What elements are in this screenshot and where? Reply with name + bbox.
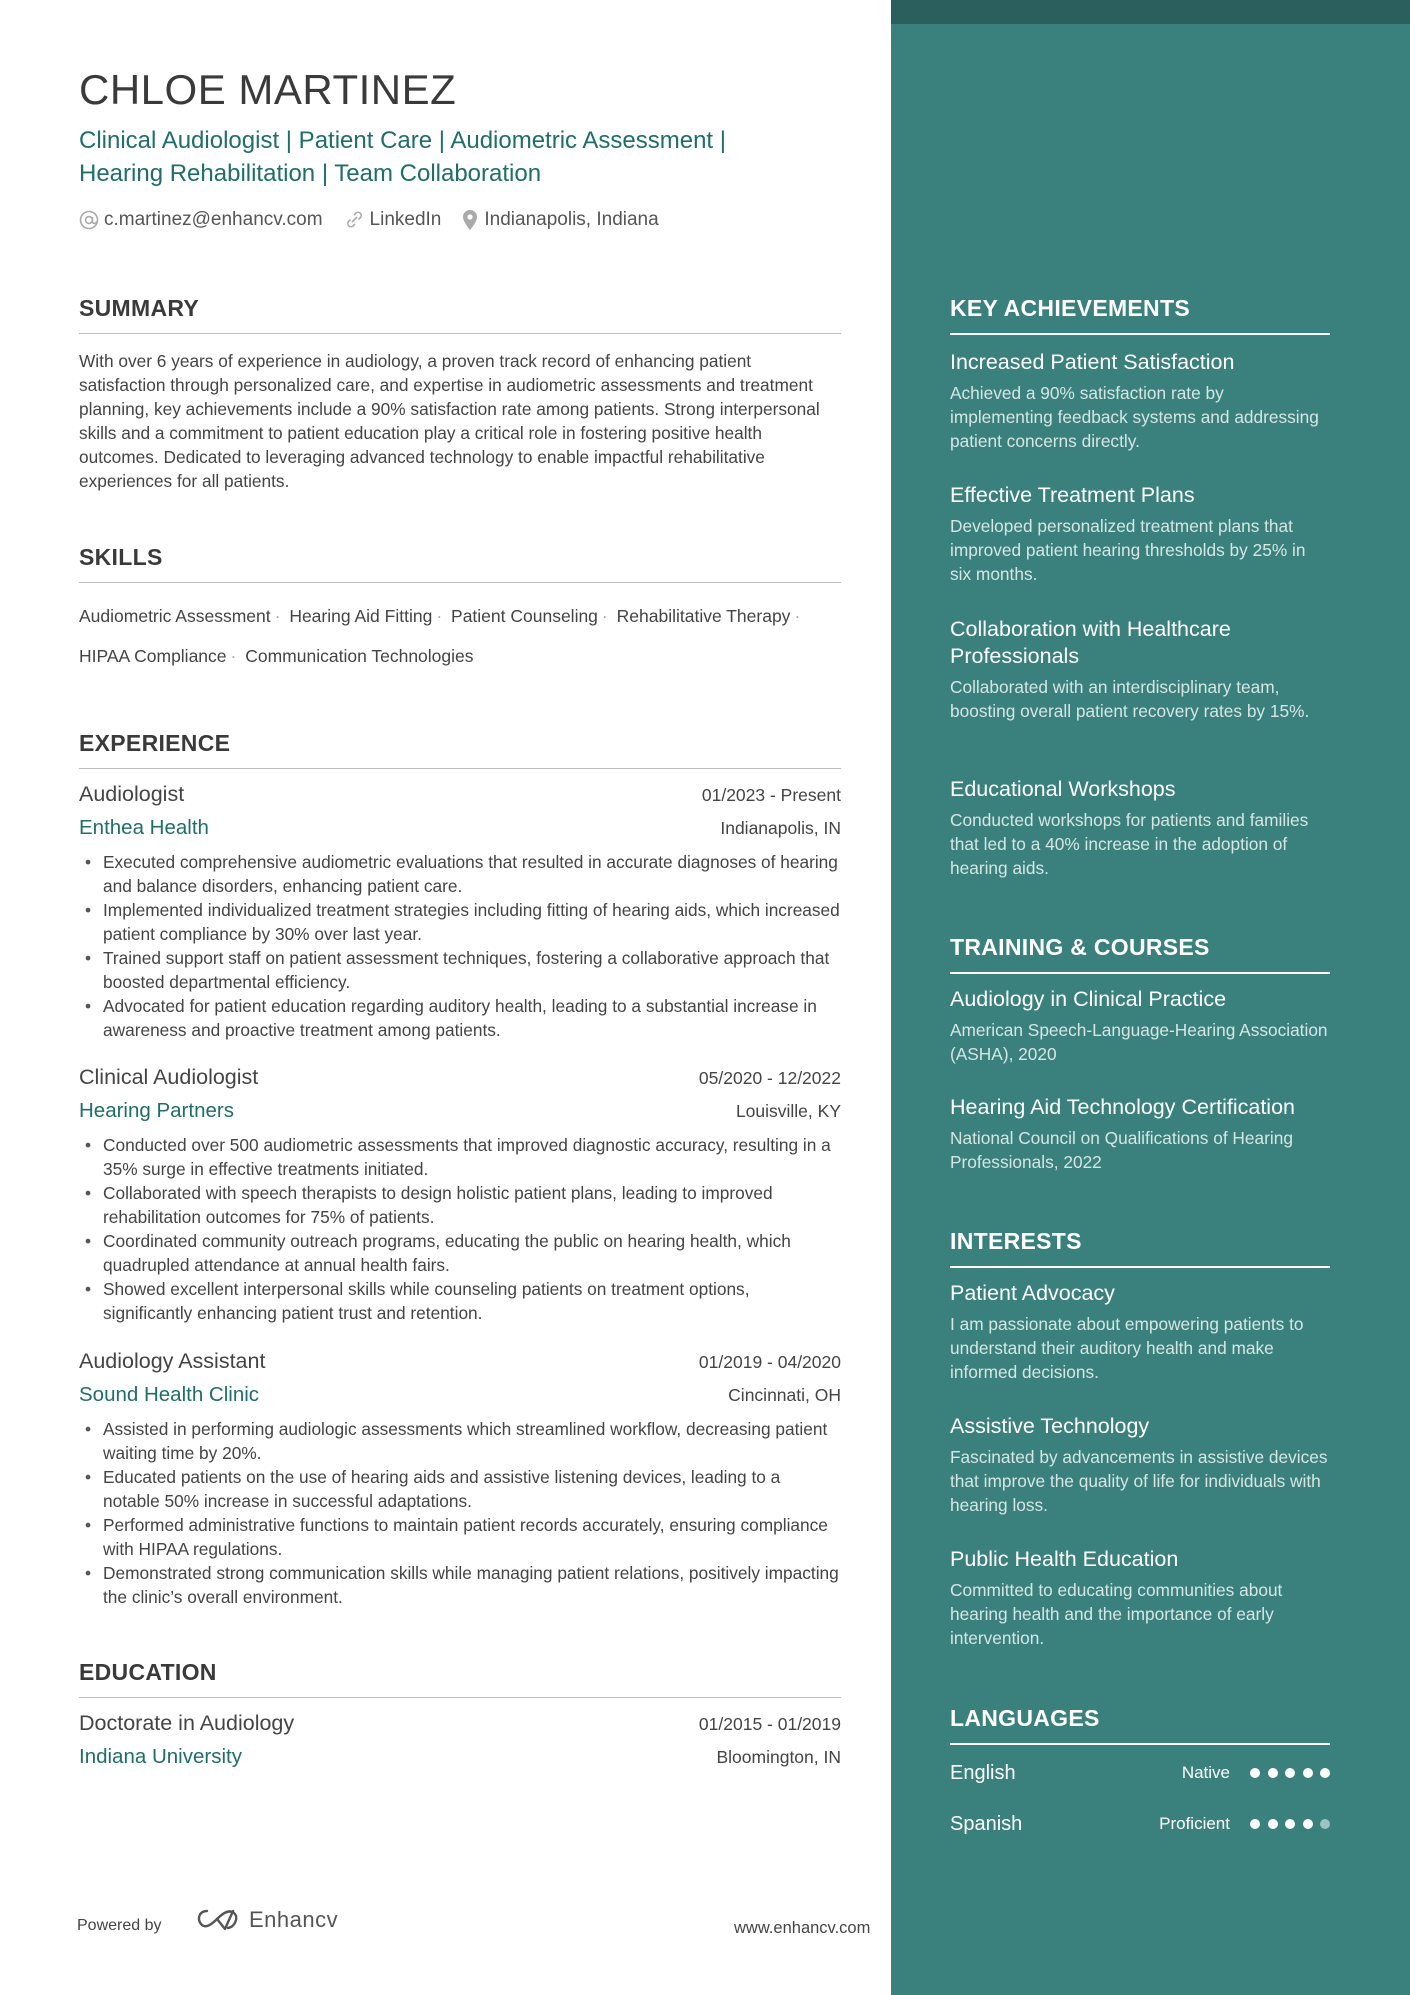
rating-dot	[1250, 1768, 1260, 1778]
skill-item: Hearing Aid Fitting	[289, 606, 433, 626]
education-location: Bloomington, IN	[716, 1747, 841, 1767]
skills-heading: SKILLS	[79, 544, 841, 583]
job-date: 05/2020 - 12/2022	[698, 1068, 841, 1088]
skill-separator: ·	[794, 606, 801, 626]
job-title: Clinical Audiologist	[79, 1065, 259, 1089]
job-company: Sound Health Clinic	[79, 1383, 260, 1406]
achievement-title: Effective Treatment Plans	[950, 483, 1195, 507]
job-date: 01/2019 - 04/2020	[698, 1352, 841, 1372]
headline-line-1: Clinical Audiologist | Patient Care | Audiometric Assessment |	[79, 127, 727, 154]
course-description: National Council on Qualifications of Hearing Professionals, 2022	[950, 1128, 1293, 1172]
job-company: Hearing Partners	[79, 1099, 234, 1122]
job-bullet: • Assisted in performing audiologic assessments which streamlined workflow, decreasing patient waiting time by 20%.	[79, 1417, 841, 1465]
experience-heading: EXPERIENCE	[79, 730, 841, 769]
email-contact[interactable]	[79, 209, 323, 231]
job-bullets	[79, 1133, 841, 1325]
location-contact	[461, 209, 658, 231]
headline	[79, 124, 819, 190]
achievement	[950, 776, 1330, 880]
job-bullet: • Educated patients on the use of hearing aids and assistive listening devices, leading to a notable 50% increase in successful adaptations.	[79, 1465, 841, 1513]
achievement-title: Educational Workshops	[950, 777, 1176, 801]
job-bullet: • Implemented individualized treatment strategies including fitting of hearing aids, which increased patient compliance by 30% over last year.	[79, 898, 841, 946]
enhancv-logo-icon	[195, 1907, 239, 1933]
interest	[950, 1546, 1330, 1650]
achievement-description: Developed personalized treatment plans that improved patient hearing thresholds by 25% in six months.	[950, 516, 1306, 584]
job-entry	[79, 1065, 841, 1325]
job-company: Enthea Health	[79, 816, 209, 839]
job-location: Indianapolis, IN	[720, 818, 841, 838]
job-entry	[79, 1349, 841, 1609]
skill-item: Rehabilitative Therapy	[616, 606, 791, 626]
skills-list	[79, 596, 844, 676]
rating-dot	[1320, 1819, 1330, 1829]
skill-separator: ·	[274, 606, 281, 626]
website-link[interactable]: www.enhancv.com	[734, 1919, 871, 1937]
rating-dot	[1285, 1768, 1295, 1778]
skill-separator: ·	[230, 646, 237, 666]
achievement-description: Conducted workshops for patients and families that led to a 40% increase in the adoption of hearing aids.	[950, 810, 1309, 878]
email-text: c.martinez@enhancv.com	[104, 209, 323, 230]
achievement-title: Collaboration with Healthcare Professionals	[950, 617, 1231, 668]
course-description: American Speech-Language-Hearing Association (ASHA), 2020	[950, 1020, 1328, 1064]
rating-dot	[1268, 1819, 1278, 1829]
language-rating	[1250, 1768, 1330, 1778]
job-date: 01/2023 - Present	[701, 785, 841, 805]
achievement-description: Achieved a 90% satisfaction rate by implementing feedback systems and addressing patient concerns directly.	[950, 383, 1319, 451]
job-entry	[79, 782, 841, 1042]
candidate-name: CHLOE MARTINEZ	[79, 66, 457, 113]
job-title: Audiologist	[79, 782, 185, 806]
skill-separator: ·	[601, 606, 608, 626]
rating-dot	[1285, 1819, 1295, 1829]
enhancv-brand: Enhancv	[249, 1907, 339, 1932]
achievement-title: Increased Patient Satisfaction	[950, 350, 1235, 374]
job-location: Louisville, KY	[735, 1101, 841, 1121]
interests-heading: INTERESTS	[950, 1228, 1330, 1268]
language-row	[950, 1809, 1330, 1839]
job-location: Cincinnati, OH	[728, 1385, 841, 1405]
school: Indiana University	[79, 1745, 242, 1768]
linkedin-text: LinkedIn	[369, 209, 442, 230]
education-date: 01/2015 - 01/2019	[698, 1714, 841, 1734]
training-heading: TRAINING & COURSES	[950, 934, 1330, 974]
job-bullet: • Showed excellent interpersonal skills while counseling patients on treatment options, significantly enhancing patient trust and retention.	[79, 1277, 841, 1325]
job-bullet: • Conducted over 500 audiometric assessments that improved diagnostic accuracy, resulting in a 35% surge in effective treatments initiated.	[79, 1133, 841, 1181]
interest-title: Patient Advocacy	[950, 1281, 1115, 1305]
degree: Doctorate in Audiology	[79, 1711, 295, 1735]
education-entry	[79, 1711, 841, 1778]
job-bullet: • Coordinated community outreach programs, educating the public on hearing health, which quadrupled attendance at annual health fairs.	[79, 1229, 841, 1277]
interest-description: Fascinated by advancements in assistive devices that improve the quality of life for individuals with hearing loss.	[950, 1447, 1328, 1515]
job-bullets	[79, 850, 841, 1042]
summary-heading: SUMMARY	[79, 295, 841, 334]
job-title: Audiology Assistant	[79, 1349, 266, 1373]
course	[950, 1094, 1330, 1174]
rating-dot	[1268, 1768, 1278, 1778]
job-bullet: • Demonstrated strong communication skills while managing patient relations, positively impacting the clinic’s overall environment.	[79, 1561, 841, 1609]
interest	[950, 1280, 1330, 1384]
map-pin-icon	[461, 209, 479, 231]
achievement	[950, 482, 1330, 586]
summary-text: With over 6 years of experience in audiology, a proven track record of enhancing patient satisfaction through personalized care, and expertise in audiometric assessments and treatment planning, key achievements include a 90% satisfaction rate among patients. Strong interpersonal skills and a commitment to patient education play a critical role in fostering positive health outcomes. Dedicated to leveraging advanced technology to enable impactful rehabilitative experiences for all patients.	[79, 351, 820, 491]
job-bullet: • Advocated for patient education regarding auditory health, leading to a substantial increase in awareness and proactive treatment among patients.	[79, 994, 841, 1042]
achievement	[950, 616, 1330, 723]
sidebar-top-bar	[891, 0, 1410, 24]
languages-heading: LANGUAGES	[950, 1705, 1330, 1745]
linkedin-contact[interactable]	[343, 209, 442, 231]
language-level: Native	[1181, 1763, 1230, 1782]
link-icon	[343, 210, 365, 230]
job-bullet: • Performed administrative functions to maintain patient records accurately, ensuring compliance with HIPAA regulations.	[79, 1513, 841, 1561]
interest	[950, 1413, 1330, 1517]
rating-dot	[1320, 1768, 1330, 1778]
powered-by-label: Powered by	[77, 1917, 162, 1934]
headline-line-2: Hearing Rehabilitation | Team Collaboration	[79, 160, 542, 187]
language-name: English	[950, 1761, 1016, 1784]
rating-dot	[1303, 1768, 1313, 1778]
skill-separator: ·	[436, 606, 443, 626]
language-rating	[1250, 1819, 1330, 1829]
education-heading: EDUCATION	[79, 1659, 841, 1698]
at-icon	[79, 210, 99, 230]
interest-description: I am passionate about empowering patients to understand their auditory health and make informed decisions.	[950, 1314, 1304, 1382]
rating-dot	[1250, 1819, 1260, 1829]
language-row	[950, 1758, 1330, 1788]
job-bullet: • Executed comprehensive audiometric evaluations that resulted in accurate diagnoses of hearing and balance disorders, enhancing patient care.	[79, 850, 841, 898]
enhancv-logo[interactable]	[195, 1907, 338, 1933]
skill-item: HIPAA Compliance	[79, 646, 227, 666]
contact-bar	[79, 205, 679, 235]
interest-title: Public Health Education	[950, 1547, 1179, 1571]
interest-description: Committed to educating communities about hearing health and the importance of early intervention.	[950, 1580, 1283, 1648]
language-level: Proficient	[1159, 1814, 1230, 1833]
language-name: Spanish	[950, 1812, 1023, 1835]
achievement	[950, 349, 1330, 453]
course-title: Audiology in Clinical Practice	[950, 987, 1227, 1011]
achievements-heading: KEY ACHIEVEMENTS	[950, 295, 1330, 335]
interest-title: Assistive Technology	[950, 1414, 1150, 1438]
job-bullet: • Trained support staff on patient assessment techniques, fostering a collaborative approach that boosted departmental efficiency.	[79, 946, 841, 994]
achievement-description: Collaborated with an interdisciplinary team, boosting overall patient recovery rates by 15%.	[950, 677, 1310, 721]
job-bullets	[79, 1417, 841, 1609]
rating-dot	[1303, 1819, 1313, 1829]
skill-item: Communication Technologies	[245, 646, 474, 666]
skill-item: Patient Counseling	[451, 606, 598, 626]
location-text: Indianapolis, Indiana	[484, 209, 659, 230]
course	[950, 986, 1330, 1066]
skill-item: Audiometric Assessment	[79, 606, 271, 626]
course-title: Hearing Aid Technology Certification	[950, 1095, 1295, 1119]
job-bullet: • Collaborated with speech therapists to design holistic patient plans, leading to improved rehabilitation outcomes for 75% of patients.	[79, 1181, 841, 1229]
